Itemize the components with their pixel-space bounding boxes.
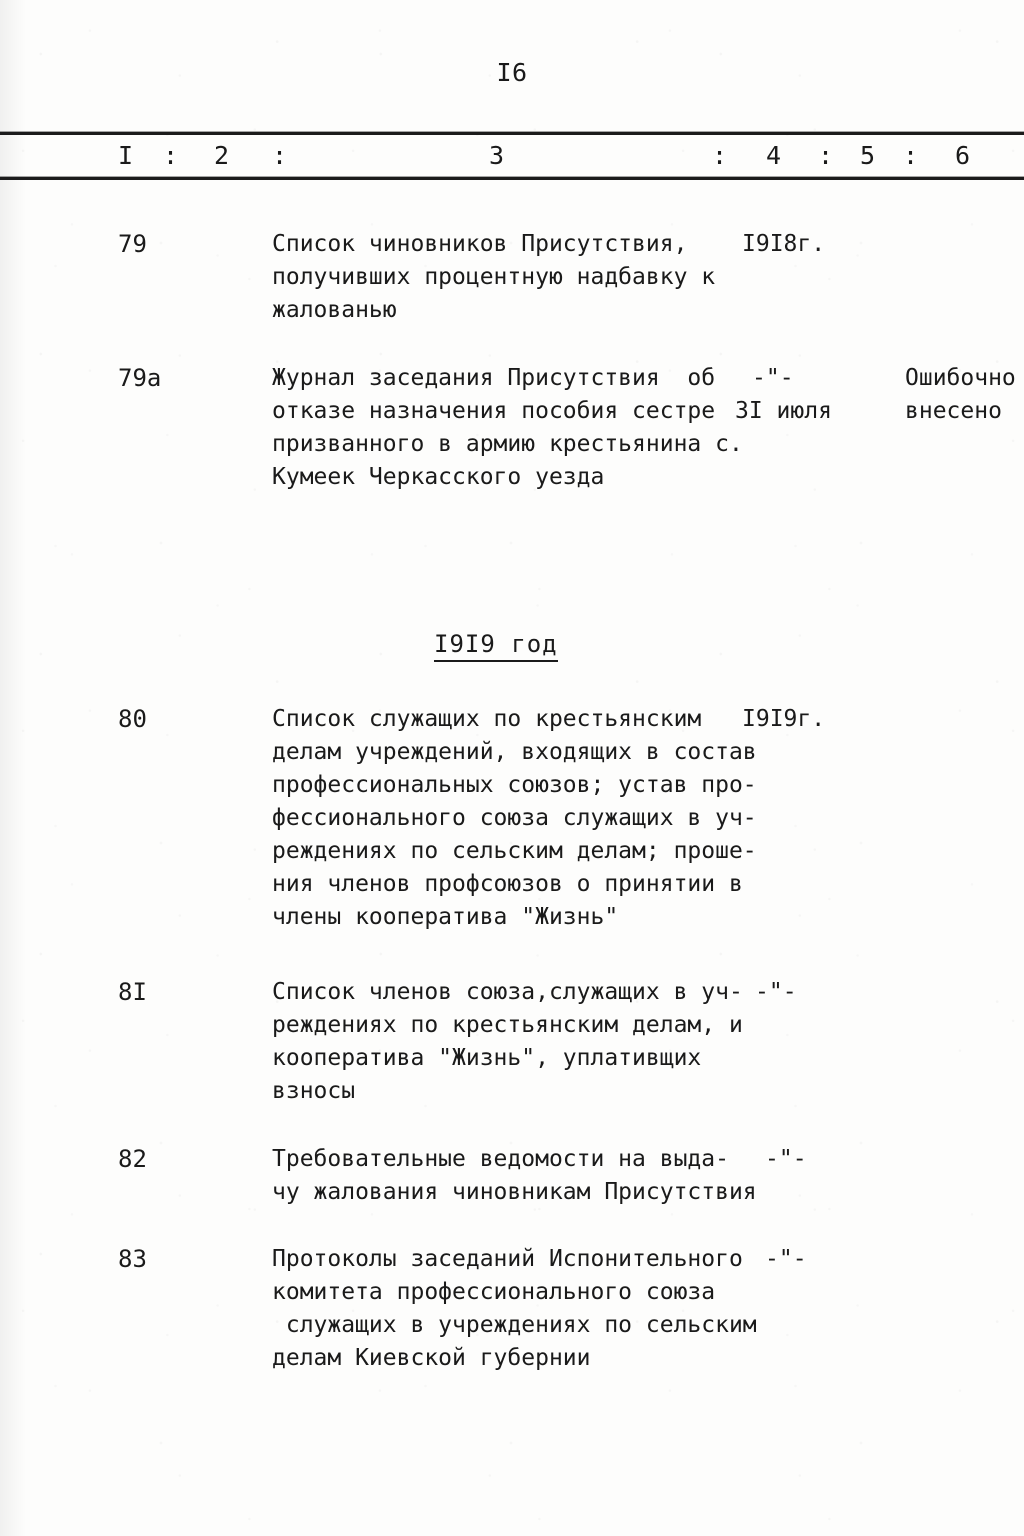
column-header-separator: : xyxy=(903,141,919,170)
entry-description-line: Требовательные ведомости на выда- xyxy=(272,1146,729,1172)
entry-description xyxy=(272,1143,757,1209)
entry-description-line: получивших процентную надбавку к xyxy=(272,264,716,290)
entry-description-line: члены кооператива "Жизнь" xyxy=(272,904,619,930)
column-header-label: 6 xyxy=(955,141,971,170)
entry-date: I9I8г. xyxy=(742,231,826,257)
entry-description-line: Кумеек Черкасского уезда xyxy=(272,464,605,490)
entry-number: 80 xyxy=(118,705,147,733)
ditto-mark: -"- xyxy=(755,979,797,1005)
scan-edge-shadow xyxy=(0,0,26,1536)
entry-description-line: Протоколы заседаний Испонительного xyxy=(272,1246,743,1272)
year-heading: I9I9 год xyxy=(434,630,558,662)
entry-description-line: отказе назначения пособия сестре xyxy=(272,398,716,424)
column-header-separator: : xyxy=(712,141,728,170)
entry-description-line: делам учреждений, входящих в состав xyxy=(272,739,757,765)
entry-description-line: чу жалования чиновникам Присутствия xyxy=(272,1179,757,1205)
entry-number: 82 xyxy=(118,1145,147,1173)
ditto-mark: -"- xyxy=(752,365,794,391)
header-rule-top xyxy=(0,132,1024,135)
entry-description-line: ния членов профсоюзов о принятии в xyxy=(272,871,743,897)
page-number: I6 xyxy=(496,58,528,87)
entry-description-line: реждениях по сельским делам; проше- xyxy=(272,838,757,864)
header-rule-bottom xyxy=(0,177,1024,180)
entry-note-line: внесено xyxy=(905,398,1002,424)
entry-description-line: Список служащих по крестьянским xyxy=(272,706,702,732)
entry-description xyxy=(272,362,743,494)
column-header-label: 3 xyxy=(489,141,505,170)
column-header-label: I xyxy=(118,141,134,170)
entry-description-line: фессионального союза служащих в уч- xyxy=(272,805,757,831)
column-header-label: 4 xyxy=(766,141,782,170)
entry-description-line: взносы xyxy=(272,1078,356,1104)
entry-description-line: Список членов союза,служащих в уч- xyxy=(272,979,743,1005)
entry-number: 79 xyxy=(118,230,147,258)
ditto-mark: -"- xyxy=(765,1146,807,1172)
entry-number: 83 xyxy=(118,1245,147,1273)
column-header-band xyxy=(0,132,1024,182)
ditto-mark: -"- xyxy=(765,1246,807,1272)
column-header-separator: : xyxy=(818,141,834,170)
entry-description-line: реждениях по крестьянским делам, и xyxy=(272,1012,743,1038)
entry-number: 8I xyxy=(118,978,147,1006)
entry-description-line: кооператива "Жизнь", уплативщих xyxy=(272,1045,702,1071)
entry-description xyxy=(272,228,715,327)
entry-description-line: Список чиновников Присутствия, xyxy=(272,231,688,257)
entry-description xyxy=(272,976,743,1108)
entry-note-line: Ошибочно xyxy=(905,365,1016,391)
entry-description-line: профессиональных союзов; устав про- xyxy=(272,772,757,798)
entry-description-line: служащих в учреждениях по сельским xyxy=(272,1312,757,1338)
entry-description xyxy=(272,703,757,934)
entry-date: I9I9г. xyxy=(742,706,826,732)
entry-date: 3I июля xyxy=(735,398,832,424)
column-header-label: 5 xyxy=(860,141,876,170)
entry-description-line: призванного в армию крестьянина с. xyxy=(272,431,743,457)
entry-description-line: жалованью xyxy=(272,297,397,323)
entry-number: 79а xyxy=(118,364,162,392)
column-header-label: 2 xyxy=(214,141,230,170)
column-header-separator: : xyxy=(163,141,179,170)
entry-description-line: Журнал заседания Присутствия об xyxy=(272,365,716,391)
entry-description xyxy=(272,1243,757,1375)
entry-description-line: комитета профессионального союза xyxy=(272,1279,716,1305)
entry-description-line: делам Киевской губернии xyxy=(272,1345,591,1371)
entry-note xyxy=(905,362,1016,428)
column-header-separator: : xyxy=(272,141,288,170)
